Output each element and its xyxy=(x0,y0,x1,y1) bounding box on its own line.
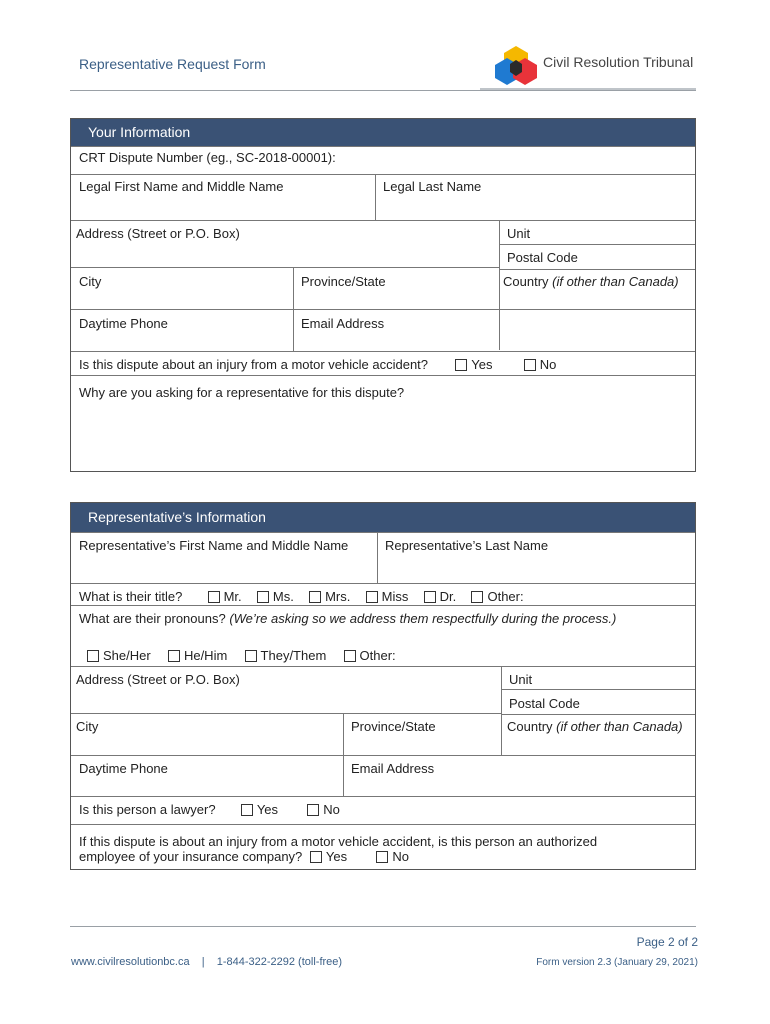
pronoun-they-checkbox[interactable] xyxy=(245,650,257,662)
insurance-yes-label: Yes xyxy=(325,849,348,864)
country-label: Country xyxy=(503,274,553,289)
title-question: What is their title? xyxy=(79,589,183,604)
your-information-heading: Your Information xyxy=(71,119,695,146)
province-field[interactable]: Province/State xyxy=(301,274,386,289)
city-field[interactable]: City xyxy=(79,274,102,289)
mva-yes-label: Yes xyxy=(471,357,493,372)
title-mr-checkbox[interactable] xyxy=(208,591,220,603)
form-title: Representative Request Form xyxy=(79,56,266,72)
lawyer-yes-label: Yes xyxy=(256,802,279,817)
insurance-no-checkbox[interactable] xyxy=(376,851,388,863)
pronoun-he-label: He/Him xyxy=(183,648,228,663)
representative-information-heading: Representative’s Information xyxy=(71,503,695,532)
rep-country-note: (if other than Canada) xyxy=(556,719,683,734)
insurance-yes-checkbox[interactable] xyxy=(310,851,322,863)
title-ms-checkbox[interactable] xyxy=(257,591,269,603)
rep-city-field[interactable]: City xyxy=(76,719,99,734)
crt-logo xyxy=(495,44,695,86)
pronoun-she-checkbox[interactable] xyxy=(87,650,99,662)
pronoun-other-checkbox[interactable] xyxy=(344,650,356,662)
postal-code-field[interactable]: Postal Code xyxy=(507,250,578,265)
your-information-section xyxy=(70,118,696,472)
footer-contact xyxy=(71,956,342,968)
title-mrs-checkbox[interactable] xyxy=(309,591,321,603)
mva-no-label: No xyxy=(539,357,557,372)
mva-no-checkbox[interactable] xyxy=(524,359,536,371)
lawyer-no-label: No xyxy=(323,802,340,817)
rep-country-label: Country xyxy=(507,719,557,734)
mva-yes-checkbox[interactable] xyxy=(455,359,467,371)
crt-hexagon-icon xyxy=(495,44,537,86)
country-field[interactable] xyxy=(499,271,695,309)
rep-unit-field[interactable]: Unit xyxy=(509,672,533,687)
footer-website-link[interactable]: www.civilresolutionbc.ca xyxy=(71,956,190,968)
title-mr-label: Mr. xyxy=(223,589,242,604)
pronoun-options-row xyxy=(75,645,695,665)
insurance-question-line-2: employee of your insurance company? xyxy=(79,849,303,864)
pronoun-other-label: Other: xyxy=(359,648,396,663)
footer-separator: | xyxy=(201,956,205,968)
title-other-checkbox[interactable] xyxy=(471,591,483,603)
rep-email-field[interactable]: Email Address xyxy=(351,761,435,776)
title-other-label: Other: xyxy=(487,589,524,604)
pronoun-they-label: They/Them xyxy=(260,648,327,663)
rep-address-field[interactable]: Address (Street or P.O. Box) xyxy=(76,672,240,687)
rep-last-name-field[interactable]: Representative’s Last Name xyxy=(385,538,549,553)
title-row xyxy=(71,586,695,606)
footer-phone: 1-844-322-2292 (toll-free) xyxy=(216,956,343,968)
email-field[interactable]: Email Address xyxy=(301,316,385,331)
header-divider xyxy=(70,90,696,91)
dispute-number-field[interactable]: CRT Dispute Number (eg., SC-2018-00001): xyxy=(79,150,336,165)
insurance-question-line-1: If this dispute is about an injury from a motor vehicle accident, is this person an authorized xyxy=(79,834,598,849)
pronoun-note: (We’re asking so we address them respectfully during the process.) xyxy=(229,611,617,626)
lawyer-question: Is this person a lawyer? xyxy=(79,802,216,817)
page-number: Page 2 of 2 xyxy=(636,935,698,949)
mva-question: Is this dispute about an injury from a motor vehicle accident? xyxy=(79,357,429,372)
insurance-no-label: No xyxy=(392,849,410,864)
rep-postal-code-field[interactable]: Postal Code xyxy=(509,696,580,711)
insurance-question-row xyxy=(71,831,695,867)
lawyer-no-checkbox[interactable] xyxy=(307,804,319,816)
title-miss-label: Miss xyxy=(381,589,409,604)
unit-field[interactable]: Unit xyxy=(507,226,531,241)
rep-province-field[interactable]: Province/State xyxy=(351,719,436,734)
daytime-phone-field[interactable]: Daytime Phone xyxy=(79,316,168,331)
title-dr-label: Dr. xyxy=(439,589,457,604)
rep-daytime-phone-field[interactable]: Daytime Phone xyxy=(79,761,168,776)
header-accent-divider xyxy=(480,88,696,90)
why-representative-field[interactable]: Why are you asking for a representative for this dispute? xyxy=(79,385,405,400)
org-name: Civil Resolution Tribunal xyxy=(543,54,694,70)
title-mrs-label: Mrs. xyxy=(325,589,351,604)
country-note: (if other than Canada) xyxy=(552,274,679,289)
pronoun-question: What are their pronouns? xyxy=(79,611,230,626)
footer-divider xyxy=(70,926,696,927)
pronoun-she-label: She/Her xyxy=(103,648,151,663)
legal-first-name-field[interactable]: Legal First Name and Middle Name xyxy=(79,179,284,194)
representative-information-section xyxy=(70,502,696,870)
title-miss-checkbox[interactable] xyxy=(366,591,378,603)
pronoun-he-checkbox[interactable] xyxy=(168,650,180,662)
legal-last-name-field[interactable]: Legal Last Name xyxy=(383,179,482,194)
mva-question-row xyxy=(71,354,695,376)
address-field[interactable]: Address (Street or P.O. Box) xyxy=(76,226,240,241)
title-ms-label: Ms. xyxy=(272,589,294,604)
lawyer-question-row xyxy=(71,799,695,823)
title-dr-checkbox[interactable] xyxy=(424,591,436,603)
form-version: Form version 2.3 (January 29, 2021) xyxy=(536,957,698,968)
rep-country-field[interactable] xyxy=(501,716,695,756)
rep-first-name-field[interactable]: Representative’s First Name and Middle Name xyxy=(79,538,349,553)
pronoun-question-row xyxy=(71,608,695,630)
lawyer-yes-checkbox[interactable] xyxy=(241,804,253,816)
